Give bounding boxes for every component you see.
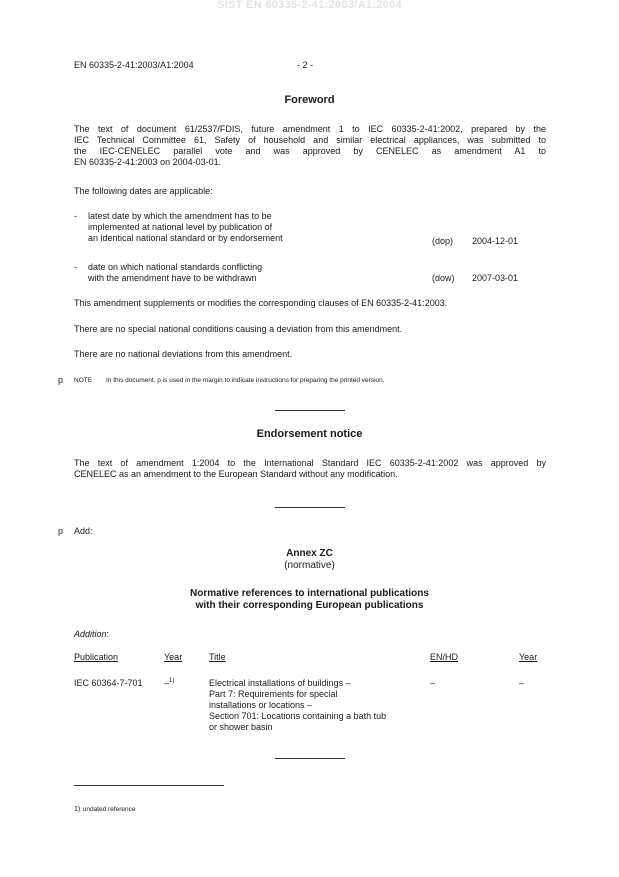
date-item-line: an identical national standard or by endorsement — [88, 233, 283, 243]
date-item-line: with the amendment have to be withdrawn — [88, 273, 257, 283]
date-value: 2004-12-01 — [472, 236, 519, 246]
no-special-conditions-text: There are no special national conditions causing a deviation from this amendment. — [74, 324, 403, 334]
foreword-intro — [74, 124, 546, 168]
margin-marker: p — [58, 375, 64, 385]
foreword-title: Foreword — [284, 94, 335, 106]
no-deviations-text: There are no national deviations from this amendment. — [74, 349, 293, 359]
page-number: - 2 - — [297, 60, 314, 70]
cell-title-line: or shower basin — [209, 722, 273, 732]
watermark: SIST EN 60335-2-41:2003/A1:2004 — [217, 0, 402, 11]
col-header-year: Year — [164, 652, 183, 662]
cell-title-line: Section 701: Locations containing a bath tub — [209, 711, 387, 721]
foreword-intro-line: EN 60335-2-41:2003 on 2004-03-01. — [74, 157, 222, 167]
dates-intro: The following dates are applicable: — [74, 186, 213, 196]
list-bullet: - — [74, 211, 77, 221]
addition-colon: : — [106, 629, 110, 639]
separator-rule — [275, 758, 345, 759]
addition-word: Addition — [74, 629, 107, 639]
add-label: Add: — [74, 526, 93, 536]
date-item-line: date on which national standards conflicting — [88, 262, 263, 272]
footnote — [74, 803, 136, 815]
footnote-text: undated reference — [82, 806, 136, 813]
cell-year-value: – — [164, 678, 170, 688]
foreword-intro-line: The text of document 61/2537/FDIS, future amendment 1 to IEC 60335-2-41:2002, prepared by the — [74, 124, 546, 134]
endorsement-line: CENELEC as an amendment to the European Standard without any modification. — [74, 469, 398, 479]
list-bullet: - — [74, 262, 77, 272]
note-text: In this document, p is used in the margin to indicate instructions for preparing the printed version. — [106, 377, 385, 384]
date-item-text — [88, 262, 262, 284]
foreword-intro-line: IEC Technical Committee 61, Safety of household and similar electrical appliances, was submitted to — [74, 135, 546, 145]
cell-publication: IEC 60364-7-701 — [74, 678, 143, 688]
col-header-title: Title — [209, 652, 226, 662]
date-item-line: implemented at national level by publication of — [88, 222, 273, 232]
cell-en-hd: – — [430, 678, 436, 688]
cell-title — [209, 678, 386, 733]
annex-heading-line: with their corresponding European publications — [195, 600, 424, 611]
endorsement-line: The text of amendment 1:2004 to the International Standard IEC 60335-2-41:2002 was approved by — [74, 458, 546, 468]
annex-heading-line: Normative references to international publications — [190, 588, 429, 599]
footnote-marker: 1) — [74, 806, 81, 813]
separator-rule — [275, 410, 345, 411]
col-header-en-hd: EN/HD — [430, 652, 459, 662]
footnote-ref: 1) — [169, 678, 175, 684]
cell-year2: – — [519, 678, 525, 688]
date-code: (dop) — [432, 236, 454, 246]
separator-rule — [275, 507, 345, 508]
date-item-text — [88, 211, 283, 244]
foreword-intro-line: the IEC-CENELEC parallel vote and was approved by CENELEC as amendment A1 to — [74, 146, 546, 156]
date-value: 2007-03-01 — [472, 273, 519, 283]
annex-subtitle: (normative) — [284, 560, 335, 571]
cell-year — [164, 678, 174, 689]
margin-marker: p — [58, 526, 64, 536]
col-header-publication: Publication — [74, 652, 119, 662]
endorsement-title: Endorsement notice — [256, 428, 363, 440]
note-label: NOTE — [74, 377, 93, 384]
annex-heading — [0, 588, 619, 612]
footnote-rule — [74, 785, 224, 786]
date-code: (dow) — [432, 273, 455, 283]
document-id: EN 60335-2-41:2003/A1:2004 — [74, 60, 194, 70]
cell-title-line: Part 7: Requirements for special — [209, 689, 338, 699]
cell-title-line: installations or locations – — [209, 700, 313, 710]
supplement-text: This amendment supplements or modifies the corresponding clauses of EN 60335-2-41:2003. — [74, 298, 448, 308]
addition-label — [74, 629, 109, 640]
annex-title: Annex ZC — [286, 548, 333, 559]
date-item-line: latest date by which the amendment has to be — [88, 211, 272, 221]
cell-title-line: Electrical installations of buildings – — [209, 678, 351, 688]
col-header-year2: Year — [519, 652, 538, 662]
endorsement-text — [74, 458, 546, 480]
